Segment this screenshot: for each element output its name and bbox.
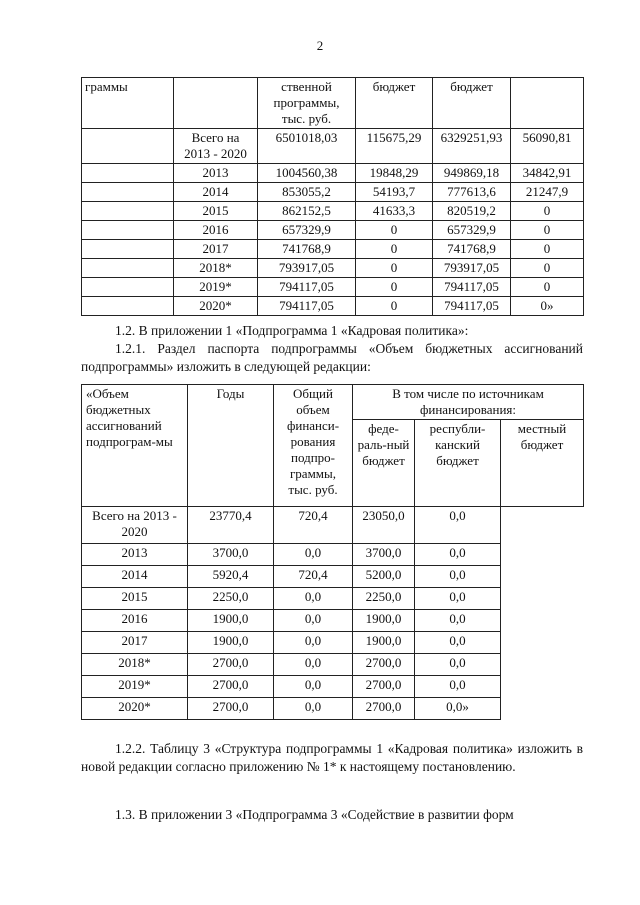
col-federal-header: феде-раль-ный бюджет xyxy=(353,420,415,507)
table-cell: 0,0 xyxy=(415,632,501,654)
table-cell: 0,0 xyxy=(415,654,501,676)
table-cell xyxy=(82,259,174,278)
table-cell: 862152,5 xyxy=(258,202,356,221)
table-cell xyxy=(82,297,174,316)
table-cell: 853055,2 xyxy=(258,183,356,202)
table-label-cell: «Объем бюджетных ассигнований подпрограм-мы xyxy=(82,385,188,507)
table-cell: 741768,9 xyxy=(258,240,356,259)
table-cell: 0 xyxy=(356,221,433,240)
col-years-header: Годы xyxy=(188,385,274,507)
table-row xyxy=(82,676,584,698)
paragraph-1-2-2 xyxy=(81,740,583,776)
table-cell: 2700,0 xyxy=(188,654,274,676)
table-row xyxy=(82,507,584,544)
table-row xyxy=(82,566,584,588)
table-cell: 0,0 xyxy=(274,698,353,720)
table-cell: 657329,9 xyxy=(433,221,511,240)
table-cell: 794117,05 xyxy=(433,297,511,316)
table-cell: 2020* xyxy=(82,698,188,720)
table-cell: 41633,3 xyxy=(356,202,433,221)
table-row xyxy=(82,164,584,183)
table-cell: 1900,0 xyxy=(188,610,274,632)
table-cell: 0 xyxy=(511,259,584,278)
paragraph-text: 1.2.1. Раздел паспорта подпрограммы «Объем бюджетных ассигнований подпрограммы» изложить в следующей редакции: xyxy=(81,341,583,374)
table-row xyxy=(82,544,584,566)
table-row xyxy=(82,278,584,297)
table-cell: 5200,0 xyxy=(353,566,415,588)
table-cell: 19848,29 xyxy=(356,164,433,183)
table-cell: 1900,0 xyxy=(353,610,415,632)
table-cell: 794117,05 xyxy=(433,278,511,297)
table-row xyxy=(82,588,584,610)
table-cell: 56090,81 xyxy=(511,129,584,164)
table-cell: 720,4 xyxy=(274,566,353,588)
table-cell: 2014 xyxy=(174,183,258,202)
table-cell xyxy=(82,221,174,240)
table-cell: 794117,05 xyxy=(258,278,356,297)
table-cell: 0,0 xyxy=(415,507,501,544)
table-cell: 0,0 xyxy=(415,610,501,632)
table-cell: 0,0» xyxy=(415,698,501,720)
table-cell: 2017 xyxy=(174,240,258,259)
paragraph-1-2 xyxy=(81,322,583,340)
table-header-row xyxy=(82,78,584,129)
table-row xyxy=(82,259,584,278)
table-cell: 2016 xyxy=(174,221,258,240)
table-cell: 657329,9 xyxy=(258,221,356,240)
table-cell: 0,0 xyxy=(415,544,501,566)
table-cell: 5920,4 xyxy=(188,566,274,588)
table-cell: 0,0 xyxy=(274,544,353,566)
page-number: 2 xyxy=(316,38,324,53)
paragraph-text: 1.3. В приложении 3 «Подпрограмма 3 «Содействие в развитии форм xyxy=(115,807,514,822)
col-total-header: Общий объем финанси-рования подпро-граммы, тыс. руб. xyxy=(274,385,353,507)
col-sources-header: В том числе по источникам финансирования: xyxy=(353,385,584,420)
table-cell: 2018* xyxy=(82,654,188,676)
table-cell: 2700,0 xyxy=(188,676,274,698)
table-cell: 34842,91 xyxy=(511,164,584,183)
table-cell: 2017 xyxy=(82,632,188,654)
table-row xyxy=(82,632,584,654)
table-cell: 2250,0 xyxy=(353,588,415,610)
table-cell: 0,0 xyxy=(274,632,353,654)
table-cell: 0 xyxy=(511,240,584,259)
table-cell: ственной программы, тыс. руб. xyxy=(258,78,356,129)
table-cell: 793917,05 xyxy=(258,259,356,278)
table-cell: 741768,9 xyxy=(433,240,511,259)
table-cell: 6329251,93 xyxy=(433,129,511,164)
table-cell: 0 xyxy=(356,278,433,297)
table-cell: 2016 xyxy=(82,610,188,632)
paragraph-1-2-1 xyxy=(81,340,583,376)
table-cell: 0 xyxy=(511,202,584,221)
table-row xyxy=(82,240,584,259)
table-cell: 949869,18 xyxy=(433,164,511,183)
table-cell: 0,0 xyxy=(415,566,501,588)
table-cell: 2013 xyxy=(82,544,188,566)
subprogram-budget-table xyxy=(81,384,584,720)
table-cell: 820519,2 xyxy=(433,202,511,221)
table-cell: 0 xyxy=(356,259,433,278)
table-row xyxy=(82,297,584,316)
table-cell: 1900,0 xyxy=(353,632,415,654)
table-cell: 2013 xyxy=(174,164,258,183)
table-cell: 0,0 xyxy=(415,676,501,698)
table-cell: граммы xyxy=(82,78,174,129)
table-cell: 21247,9 xyxy=(511,183,584,202)
table-cell xyxy=(174,78,258,129)
table-cell: 2015 xyxy=(82,588,188,610)
table-cell: 0» xyxy=(511,297,584,316)
table-cell xyxy=(82,129,174,164)
paragraph-text: 1.2. В приложении 1 «Подпрограмма 1 «Кадровая политика»: xyxy=(115,323,469,338)
table-row xyxy=(82,183,584,202)
table-cell xyxy=(82,278,174,297)
table-cell xyxy=(82,164,174,183)
table-cell: 2019* xyxy=(174,278,258,297)
table-cell: 2014 xyxy=(82,566,188,588)
table-cell: 777613,6 xyxy=(433,183,511,202)
table-row xyxy=(82,654,584,676)
table-cell: 2018* xyxy=(174,259,258,278)
table-cell: Всего на 2013 - 2020 xyxy=(82,507,188,544)
table-cell: 0,0 xyxy=(274,676,353,698)
table-cell: 0 xyxy=(511,278,584,297)
table-cell: 3700,0 xyxy=(188,544,274,566)
table-cell xyxy=(82,240,174,259)
table-cell: 794117,05 xyxy=(258,297,356,316)
table-cell: 0,0 xyxy=(274,610,353,632)
table-cell: 720,4 xyxy=(274,507,353,544)
table-row xyxy=(82,221,584,240)
table-cell: 3700,0 xyxy=(353,544,415,566)
table-row xyxy=(82,129,584,164)
table-cell: 54193,7 xyxy=(356,183,433,202)
table-cell: бюджет xyxy=(356,78,433,129)
table-cell xyxy=(511,78,584,129)
table-cell: 0,0 xyxy=(274,654,353,676)
table-cell: 23050,0 xyxy=(353,507,415,544)
table-cell: 2700,0 xyxy=(188,698,274,720)
table-cell: 0,0 xyxy=(415,588,501,610)
table-cell: 6501018,03 xyxy=(258,129,356,164)
table-cell: бюджет xyxy=(433,78,511,129)
table-cell: 115675,29 xyxy=(356,129,433,164)
table-cell: 0 xyxy=(511,221,584,240)
table-cell: Всего на 2013 - 2020 xyxy=(174,129,258,164)
table-cell: 0 xyxy=(356,240,433,259)
table-row xyxy=(82,698,584,720)
table-cell: 793917,05 xyxy=(433,259,511,278)
table-cell: 0,0 xyxy=(274,588,353,610)
table-header-row xyxy=(82,385,584,420)
table-cell: 2700,0 xyxy=(353,654,415,676)
table-cell: 2019* xyxy=(82,676,188,698)
table-cell: 23770,4 xyxy=(188,507,274,544)
table-cell: 2015 xyxy=(174,202,258,221)
table-cell: 2700,0 xyxy=(353,676,415,698)
col-republic-header: республи-канский бюджет xyxy=(415,420,501,507)
table-cell: 0 xyxy=(356,297,433,316)
table-cell: 2700,0 xyxy=(353,698,415,720)
table-row xyxy=(82,610,584,632)
table-cell: 1900,0 xyxy=(188,632,274,654)
table-cell xyxy=(82,202,174,221)
table-cell: 1004560,38 xyxy=(258,164,356,183)
table-cell xyxy=(82,183,174,202)
table-cell: 2250,0 xyxy=(188,588,274,610)
paragraph-1-3 xyxy=(81,806,583,824)
table-row xyxy=(82,202,584,221)
budget-table-continued xyxy=(81,77,584,316)
paragraph-text: 1.2.2. Таблицу 3 «Структура подпрограммы 1 «Кадровая политика» изложить в новой редакции согласно приложению № 1* к настоящему постановлению. xyxy=(81,741,583,774)
table-cell: 2020* xyxy=(174,297,258,316)
col-local-header: местный бюджет xyxy=(501,420,584,507)
